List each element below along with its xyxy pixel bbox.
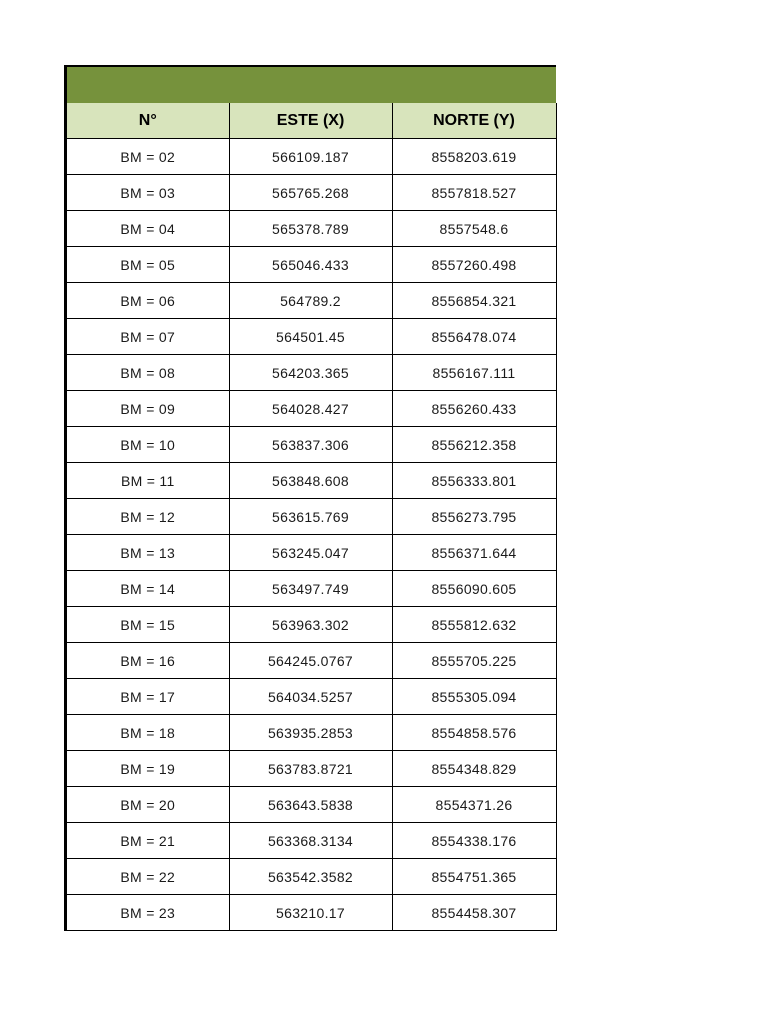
cell-este: 563368.3134 [229, 823, 392, 859]
cell-benchmark: BM = 21 [67, 823, 229, 859]
cell-benchmark: BM = 10 [67, 427, 229, 463]
cell-norte: 8556212.358 [392, 427, 556, 463]
cell-benchmark: BM = 08 [67, 355, 229, 391]
cell-benchmark: BM = 06 [67, 283, 229, 319]
cell-este: 564501.45 [229, 319, 392, 355]
header-number: N° [67, 103, 229, 139]
table-row [67, 607, 556, 643]
cell-norte: 8557260.498 [392, 247, 556, 283]
cell-norte: 8555305.094 [392, 679, 556, 715]
cell-benchmark: BM = 23 [67, 895, 229, 931]
cell-norte: 8556333.801 [392, 463, 556, 499]
table-row [67, 355, 556, 391]
table-row [67, 895, 556, 931]
table-row [67, 787, 556, 823]
table-row [67, 283, 556, 319]
cell-benchmark: BM = 05 [67, 247, 229, 283]
cell-norte: 8555812.632 [392, 607, 556, 643]
cell-norte: 8556854.321 [392, 283, 556, 319]
cell-norte: 8556167.111 [392, 355, 556, 391]
cell-este: 563935.2853 [229, 715, 392, 751]
table-row [67, 679, 556, 715]
cell-benchmark: BM = 12 [67, 499, 229, 535]
table-row [67, 427, 556, 463]
cell-este: 563497.749 [229, 571, 392, 607]
table-row [67, 319, 556, 355]
header-row [67, 103, 556, 139]
table-row [67, 643, 556, 679]
cell-benchmark: BM = 20 [67, 787, 229, 823]
cell-este: 564789.2 [229, 283, 392, 319]
header-este: ESTE (X) [229, 103, 392, 139]
cell-norte: 8554371.26 [392, 787, 556, 823]
cell-norte: 8554338.176 [392, 823, 556, 859]
cell-norte: 8554751.365 [392, 859, 556, 895]
cell-este: 565378.789 [229, 211, 392, 247]
cell-benchmark: BM = 09 [67, 391, 229, 427]
cell-benchmark: BM = 13 [67, 535, 229, 571]
table-row [67, 211, 556, 247]
cell-este: 563837.306 [229, 427, 392, 463]
cell-norte: 8555705.225 [392, 643, 556, 679]
table-row [67, 247, 556, 283]
cell-este: 563848.608 [229, 463, 392, 499]
cell-norte: 8556090.605 [392, 571, 556, 607]
cell-benchmark: BM = 22 [67, 859, 229, 895]
table-row [67, 391, 556, 427]
table-row [67, 751, 556, 787]
cell-este: 563643.5838 [229, 787, 392, 823]
cell-norte: 8554348.829 [392, 751, 556, 787]
cell-norte: 8558203.619 [392, 139, 556, 175]
cell-este: 564203.365 [229, 355, 392, 391]
table-body [67, 139, 556, 931]
cell-norte: 8557548.6 [392, 211, 556, 247]
cell-benchmark: BM = 19 [67, 751, 229, 787]
cell-norte: 8556260.433 [392, 391, 556, 427]
cell-benchmark: BM = 16 [67, 643, 229, 679]
cell-este: 563210.17 [229, 895, 392, 931]
table-row [67, 715, 556, 751]
cell-benchmark: BM = 04 [67, 211, 229, 247]
cell-norte: 8554458.307 [392, 895, 556, 931]
cell-este: 565765.268 [229, 175, 392, 211]
cell-norte: 8556478.074 [392, 319, 556, 355]
cell-norte: 8556273.795 [392, 499, 556, 535]
cell-este: 563542.3582 [229, 859, 392, 895]
coordinates-table [67, 103, 557, 931]
cell-este: 563245.047 [229, 535, 392, 571]
cell-benchmark: BM = 11 [67, 463, 229, 499]
table-row [67, 859, 556, 895]
cell-benchmark: BM = 15 [67, 607, 229, 643]
cell-este: 563615.769 [229, 499, 392, 535]
cell-benchmark: BM = 14 [67, 571, 229, 607]
table-row [67, 139, 556, 175]
cell-este: 564245.0767 [229, 643, 392, 679]
cell-norte: 8557818.527 [392, 175, 556, 211]
cell-benchmark: BM = 02 [67, 139, 229, 175]
cell-norte: 8554858.576 [392, 715, 556, 751]
cell-este: 564034.5257 [229, 679, 392, 715]
cell-benchmark: BM = 03 [67, 175, 229, 211]
coordinates-sheet [64, 65, 556, 931]
table-row [67, 535, 556, 571]
cell-este: 563783.8721 [229, 751, 392, 787]
cell-benchmark: BM = 18 [67, 715, 229, 751]
table-row [67, 823, 556, 859]
header-norte: NORTE (Y) [392, 103, 556, 139]
cell-benchmark: BM = 17 [67, 679, 229, 715]
cell-norte: 8556371.644 [392, 535, 556, 571]
table-row [67, 463, 556, 499]
cell-benchmark: BM = 07 [67, 319, 229, 355]
table-row [67, 571, 556, 607]
table-row [67, 499, 556, 535]
cell-este: 564028.427 [229, 391, 392, 427]
table-row [67, 175, 556, 211]
cell-este: 563963.302 [229, 607, 392, 643]
cell-este: 566109.187 [229, 139, 392, 175]
cell-este: 565046.433 [229, 247, 392, 283]
title-banner [67, 67, 556, 103]
